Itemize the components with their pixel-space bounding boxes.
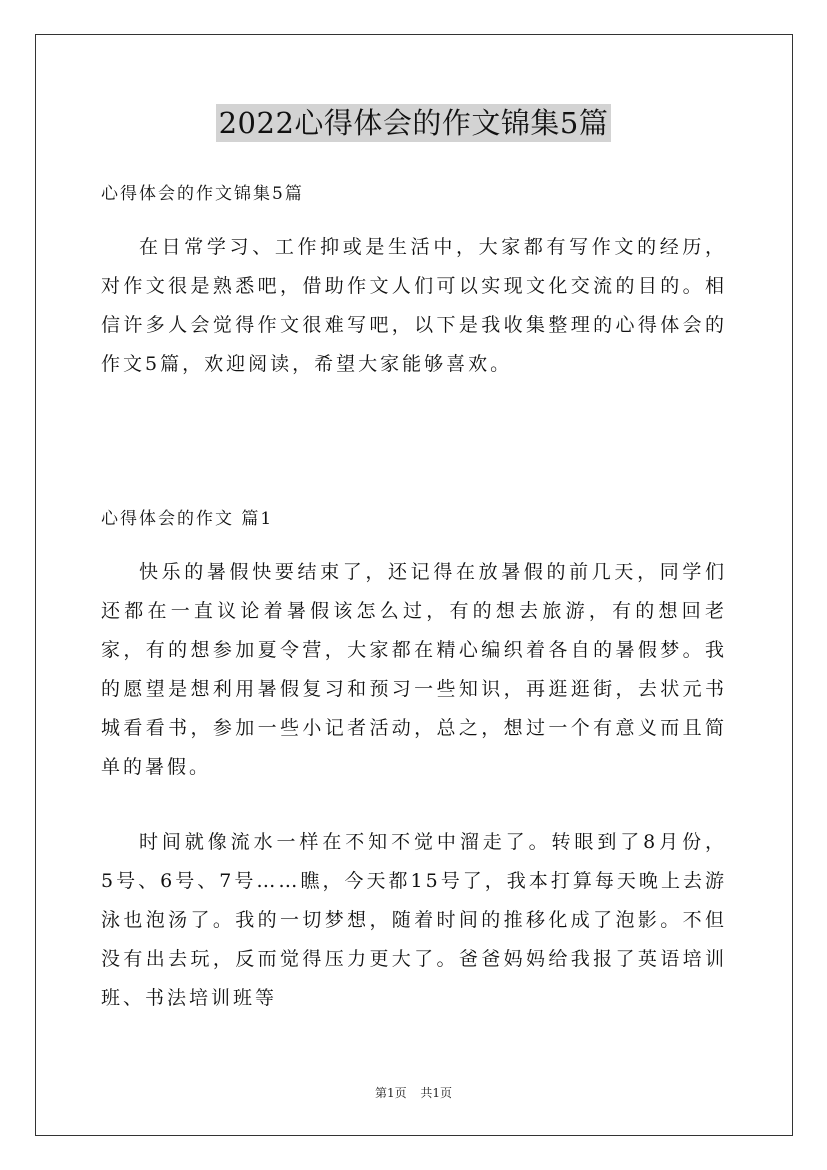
page-footer <box>0 1085 827 1101</box>
document-title: 2022心得体会的作文锦集5篇 <box>216 104 612 142</box>
intro-paragraph: 在日常学习、工作抑或是生活中，大家都有写作文的经历，对作文很是熟悉吧，借助作文人们可以实现文化交流的目的。相信许多人会觉得作文很难写吧，以下是我收集整理的心得体会的作文5篇，欢迎阅读，希望大家能够喜欢。 <box>101 236 727 375</box>
page-total: 共1页 <box>420 1086 453 1100</box>
page-number: 第1页 <box>374 1086 407 1100</box>
title-container <box>0 104 827 142</box>
body-paragraph-1: 快乐的暑假快要结束了，还记得在放暑假的前几天，同学们还都在一直议论着暑假该怎么过，有的想去旅游，有的想回老家，有的想参加夏令营，大家都在精心编织着各自的暑假梦。我的愿望是想利用暑假复习和预习一些知识，再逛逛街，去状元书城看看书，参加一些小记者活动，总之，想过一个有意义而且简单的暑假。 <box>101 561 727 778</box>
document-subtitle: 心得体会的作文锦集5篇 <box>101 184 304 204</box>
section-heading: 心得体会的作文 篇1 <box>101 509 274 529</box>
body-paragraph-2: 时间就像流水一样在不知不觉中溜走了。转眼到了8月份， 5号、6号、7号……瞧，今天都15号了，我本打算每天晚上去游泳也泡汤了。我的一切梦想，随着时间的推移化成了泡影。不但没有出去玩，反而觉得压力更大了。爸爸妈妈给我报了英语培训班、书法培训班等 <box>101 831 727 1009</box>
